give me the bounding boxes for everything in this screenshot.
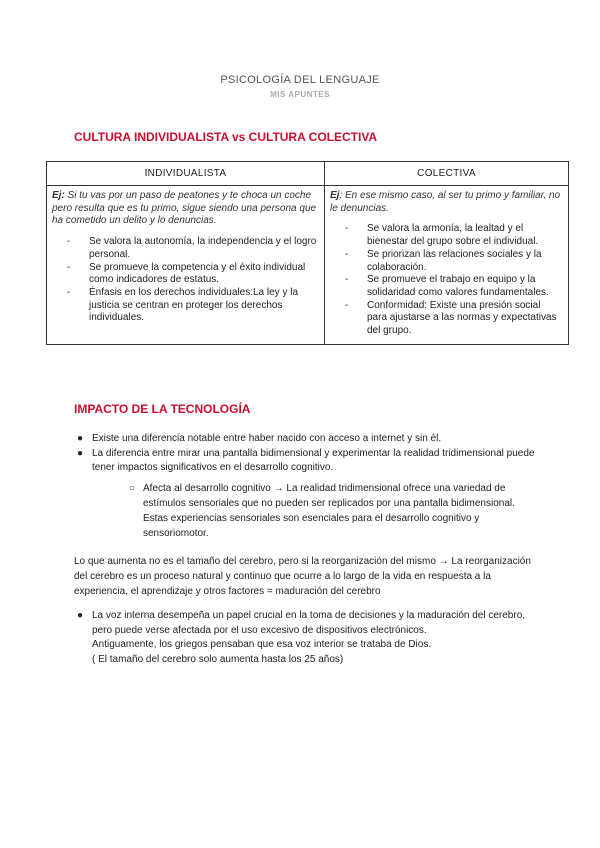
bullet-text: Existe una diferencia notable entre haber nacido con acceso a internet y sin él. xyxy=(92,433,442,444)
list-item: - Se promueve la competencia y el éxito individual como indicadores de estatus. xyxy=(89,262,319,287)
list-item xyxy=(77,447,542,476)
colectiva-list xyxy=(330,223,563,337)
sub-bullet-text: Afecta al desarrollo cognitivo → La realidad tridimensional ofrece una variedad de estímulos sensoriales que no pueden ser replicados por una pantalla bidimensional. Estas experiencias sensoriales son esenciales para el desarrollo cognitivo y sensoriomotor. xyxy=(143,483,515,539)
section-heading-tecnologia: IMPACTO DE LA TECNOLOGÍA xyxy=(74,402,251,416)
list-item: - Se valora la autonomía, la independencia y el logro personal. xyxy=(89,236,319,261)
bullet-text-line2: Antiguamente, los griegos pensaban que esa voz interior se trataba de Dios. xyxy=(92,639,432,650)
cell-individualista xyxy=(47,186,325,345)
example-colectiva xyxy=(330,190,563,215)
list-item: - Conformidad: Existe una presión social para ajustarse a las normas y expectativas del grupo. xyxy=(367,300,563,338)
table-header-individualista: INDIVIDUALISTA xyxy=(47,162,325,186)
document-subtitle: MIS APUNTES xyxy=(270,90,330,99)
table-row xyxy=(47,186,569,345)
bullet-text-line3: ( El tamaño del cerebro solo aumenta hasta los 25 años) xyxy=(92,653,344,665)
example-label: Ej: xyxy=(52,190,65,201)
comparison-table xyxy=(46,161,569,345)
example-label: Ej xyxy=(330,190,340,201)
list-item: - Énfasis en los derechos individuales:La ley y la justicia se centran en proteger los derechos individuales. xyxy=(89,287,319,325)
individualista-list xyxy=(52,236,319,325)
document-title: PSICOLOGÍA DEL LENGUAJE xyxy=(220,74,380,86)
list-item: - Se valora la armonía, la lealtad y el bienestar del grupo sobre el individual. xyxy=(367,223,563,248)
list-item: - Se promueve el trabajo en equipo y la solidaridad como valores fundamentales. xyxy=(367,274,563,299)
bullet-text: La diferencia entre mirar una pantalla bidimensional y experimentar la realidad tridimensional puede tener impactos significativos en el desarrollo cognitivo. xyxy=(92,447,535,473)
bullet-icon: ● xyxy=(77,447,84,459)
example-individualista xyxy=(52,190,319,228)
bullet-icon: ● xyxy=(77,610,84,621)
example-text: : En ese mismo caso, al ser tu primo y familiar, no le denuncias. xyxy=(330,190,561,214)
table-header-row xyxy=(47,162,569,186)
list-item: - Se priorizan las relaciones sociales y la colaboración. xyxy=(367,249,563,274)
sub-bullet-item xyxy=(129,481,533,541)
cell-colectiva xyxy=(325,186,569,345)
tecnologia-bullet-list xyxy=(77,432,542,476)
hollow-bullet-icon: ○ xyxy=(129,483,136,494)
list-item xyxy=(77,609,542,667)
bullet-icon: ● xyxy=(77,433,84,444)
final-bullet-list xyxy=(77,609,542,667)
bullet-text: La voz interna desempeña un papel crucial en la toma de decisiones y la maduración del cerebro, pero puede verse afectada por el uso excesivo de dispositivos electrónicos. xyxy=(92,610,526,636)
body-paragraph: Lo que aumenta no es el tamaño del cerebro, pero si la reorganización del mismo → La reorganización del cerebro es un proceso natural y continuo que ocurre a lo largo de la vida en respuesta a la experiencia, el aprendizaje y otros factores = maduración del cerebro xyxy=(74,556,531,597)
section-heading-cultura: CULTURA INDIVIDUALISTA vs CULTURA COLECTIVA xyxy=(74,130,378,144)
example-text: Si tu vas por un paso de peatones y te choca un coche pero resulta que es tu primo, sigue siendo una persona que ha cometido un delito y lo denuncias. xyxy=(52,190,317,227)
table-header-colectiva: COLECTIVA xyxy=(325,162,569,186)
list-item xyxy=(77,432,542,447)
